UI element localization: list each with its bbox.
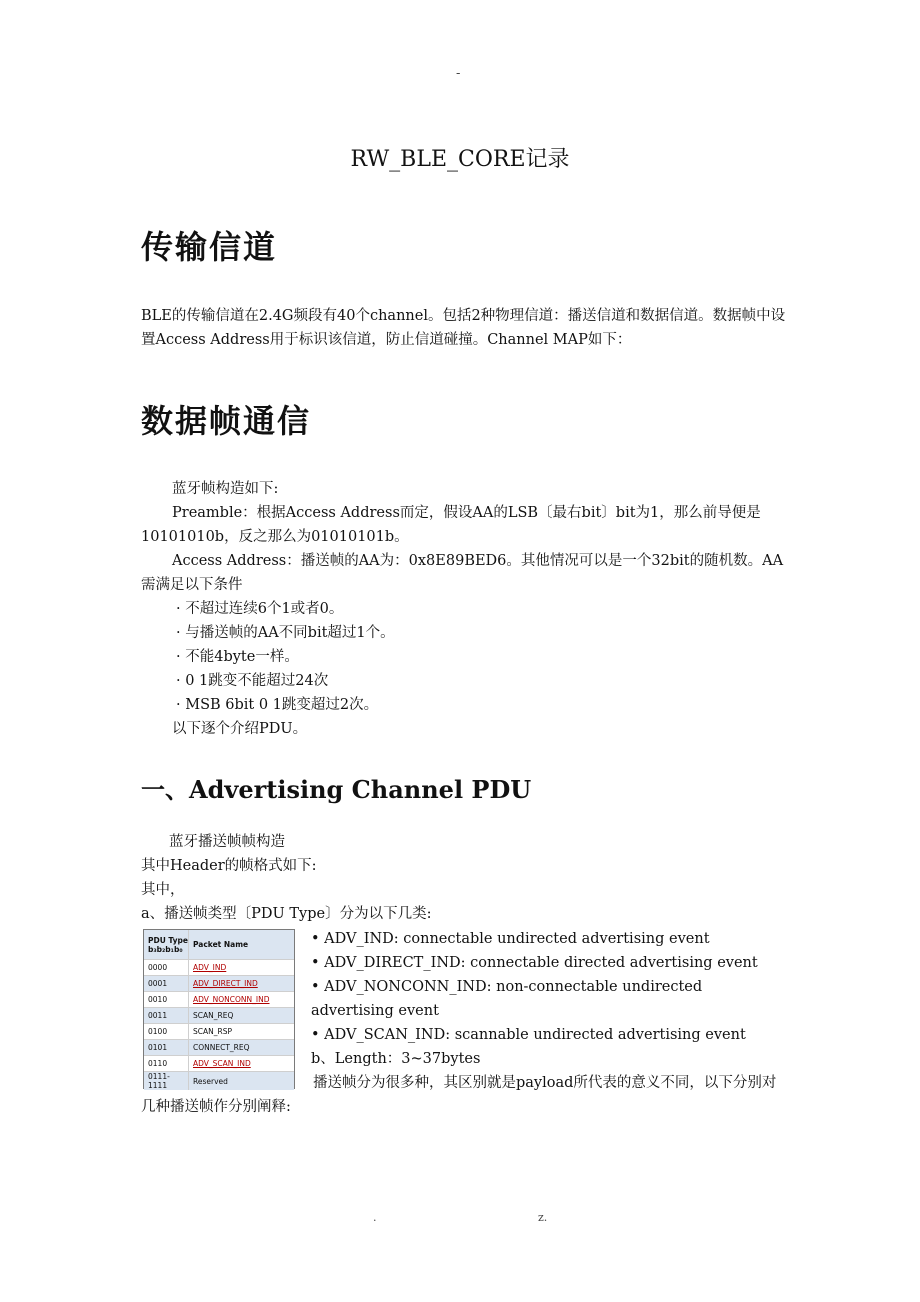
bullet-adv-direct-ind: • ADV_DIRECT_IND: connectable directed advertising event bbox=[311, 955, 758, 971]
condition-item: · 与播送帧的AA不同bit超过1个。 bbox=[176, 625, 395, 641]
bullet-adv-ind: • ADV_IND: connectable undirected advertising event bbox=[311, 931, 710, 947]
table-row bbox=[144, 960, 294, 976]
table-row bbox=[144, 1040, 294, 1056]
table-row bbox=[144, 1008, 294, 1024]
table-row bbox=[144, 1056, 294, 1072]
col-pdu-type-header bbox=[144, 930, 189, 960]
col-bits-label: b₃b₂b₁b₀ bbox=[148, 944, 183, 954]
adv-frame-structure: 蓝牙播送帧帧构造 bbox=[169, 834, 285, 850]
packet-name: ADV_DIRECT_IND bbox=[189, 976, 295, 992]
pdu-code: 0001 bbox=[144, 976, 189, 992]
pdu-code: 0111-1111 bbox=[144, 1072, 189, 1091]
heading-transmission-channel: 传输信道 bbox=[141, 228, 278, 266]
header-format-line: 其中Header的帧格式如下: bbox=[141, 858, 317, 874]
pdu-code: 0010 bbox=[144, 992, 189, 1008]
pdu-code: 0110 bbox=[144, 1056, 189, 1072]
table-row bbox=[144, 992, 294, 1008]
condition-item: · 0 1跳变不能超过24次 bbox=[176, 673, 329, 689]
frame-intro: 蓝牙帧构造如下: bbox=[172, 481, 279, 497]
packet-name: SCAN_REQ bbox=[189, 1008, 295, 1024]
footer-mark-right: z. bbox=[538, 1211, 548, 1224]
packet-name: Reserved bbox=[189, 1072, 295, 1091]
header-mark: - bbox=[456, 66, 461, 81]
access-address-paragraph: Access Address：播送帧的AA为：0x8E89BED6。其他情况可以是一个32bit的随机数。AA需满足以下条件 bbox=[141, 553, 784, 593]
heading-frame-communication: 数据帧通信 bbox=[141, 402, 312, 440]
pdu-code: 0000 bbox=[144, 960, 189, 976]
bullet-adv-nonconn-ind: • ADV_NONCONN_IND: non-connectable undirected advertising event bbox=[311, 979, 703, 1019]
pdu-intro: 以下逐个介绍PDU。 bbox=[172, 721, 308, 737]
packet-name: ADV_SCAN_IND bbox=[189, 1056, 295, 1072]
packet-name: SCAN_RSP bbox=[189, 1024, 295, 1040]
bullet-adv-scan-ind: • ADV_SCAN_IND: scannable undirected advertising event bbox=[311, 1027, 746, 1043]
table-row bbox=[144, 976, 294, 992]
condition-item: · 不能4byte一样。 bbox=[176, 649, 299, 665]
pdu-code: 0101 bbox=[144, 1040, 189, 1056]
heading-advertising-pdu: 一、Advertising Channel PDU bbox=[141, 775, 532, 804]
channel-paragraph: BLE的传输信道在2.4G频段有40个channel。包括2种物理信道：播送信道和数据信道。数据帧中设置Access Address用于标识该信道，防止信道碰撞。Channel MAP如下： bbox=[141, 308, 786, 348]
packet-name: ADV_NONCONN_IND bbox=[189, 992, 295, 1008]
document-title: RW_BLE_CORE记录 bbox=[350, 147, 570, 172]
col-packet-name-header: Packet Name bbox=[189, 930, 295, 960]
preamble-paragraph: Preamble：根据Access Address而定，假设AA的LSB〔最右bit〕bit为1，那么前导便是10101010b，反之那么为01010101b。 bbox=[141, 505, 761, 545]
condition-item: · 不超过连续6个1或者0。 bbox=[176, 601, 344, 617]
packet-name: ADV_IND bbox=[189, 960, 295, 976]
pdu-code: 0100 bbox=[144, 1024, 189, 1040]
col-pdu-type-label: PDU Type bbox=[148, 935, 188, 945]
length-line: b、Length：3~37bytes bbox=[311, 1051, 481, 1067]
pdu-type-line: a、播送帧类型〔PDU Type〕分为以下几类: bbox=[141, 906, 432, 922]
condition-item: · MSB 6bit 0 1跳变超过2次。 bbox=[176, 697, 379, 713]
table-row bbox=[144, 1024, 294, 1040]
pdu-code: 0011 bbox=[144, 1008, 189, 1024]
payload-paragraph: 播送帧分为很多种，其区别就是payload所代表的意义不同，以下分别对几种播送帧作分别阐释: bbox=[141, 1075, 777, 1115]
pdu-type-table bbox=[143, 929, 295, 1089]
footer-mark-left: . bbox=[373, 1211, 377, 1224]
among-line: 其中， bbox=[141, 882, 185, 898]
packet-name: CONNECT_REQ bbox=[189, 1040, 295, 1056]
table-header-row bbox=[144, 930, 294, 960]
